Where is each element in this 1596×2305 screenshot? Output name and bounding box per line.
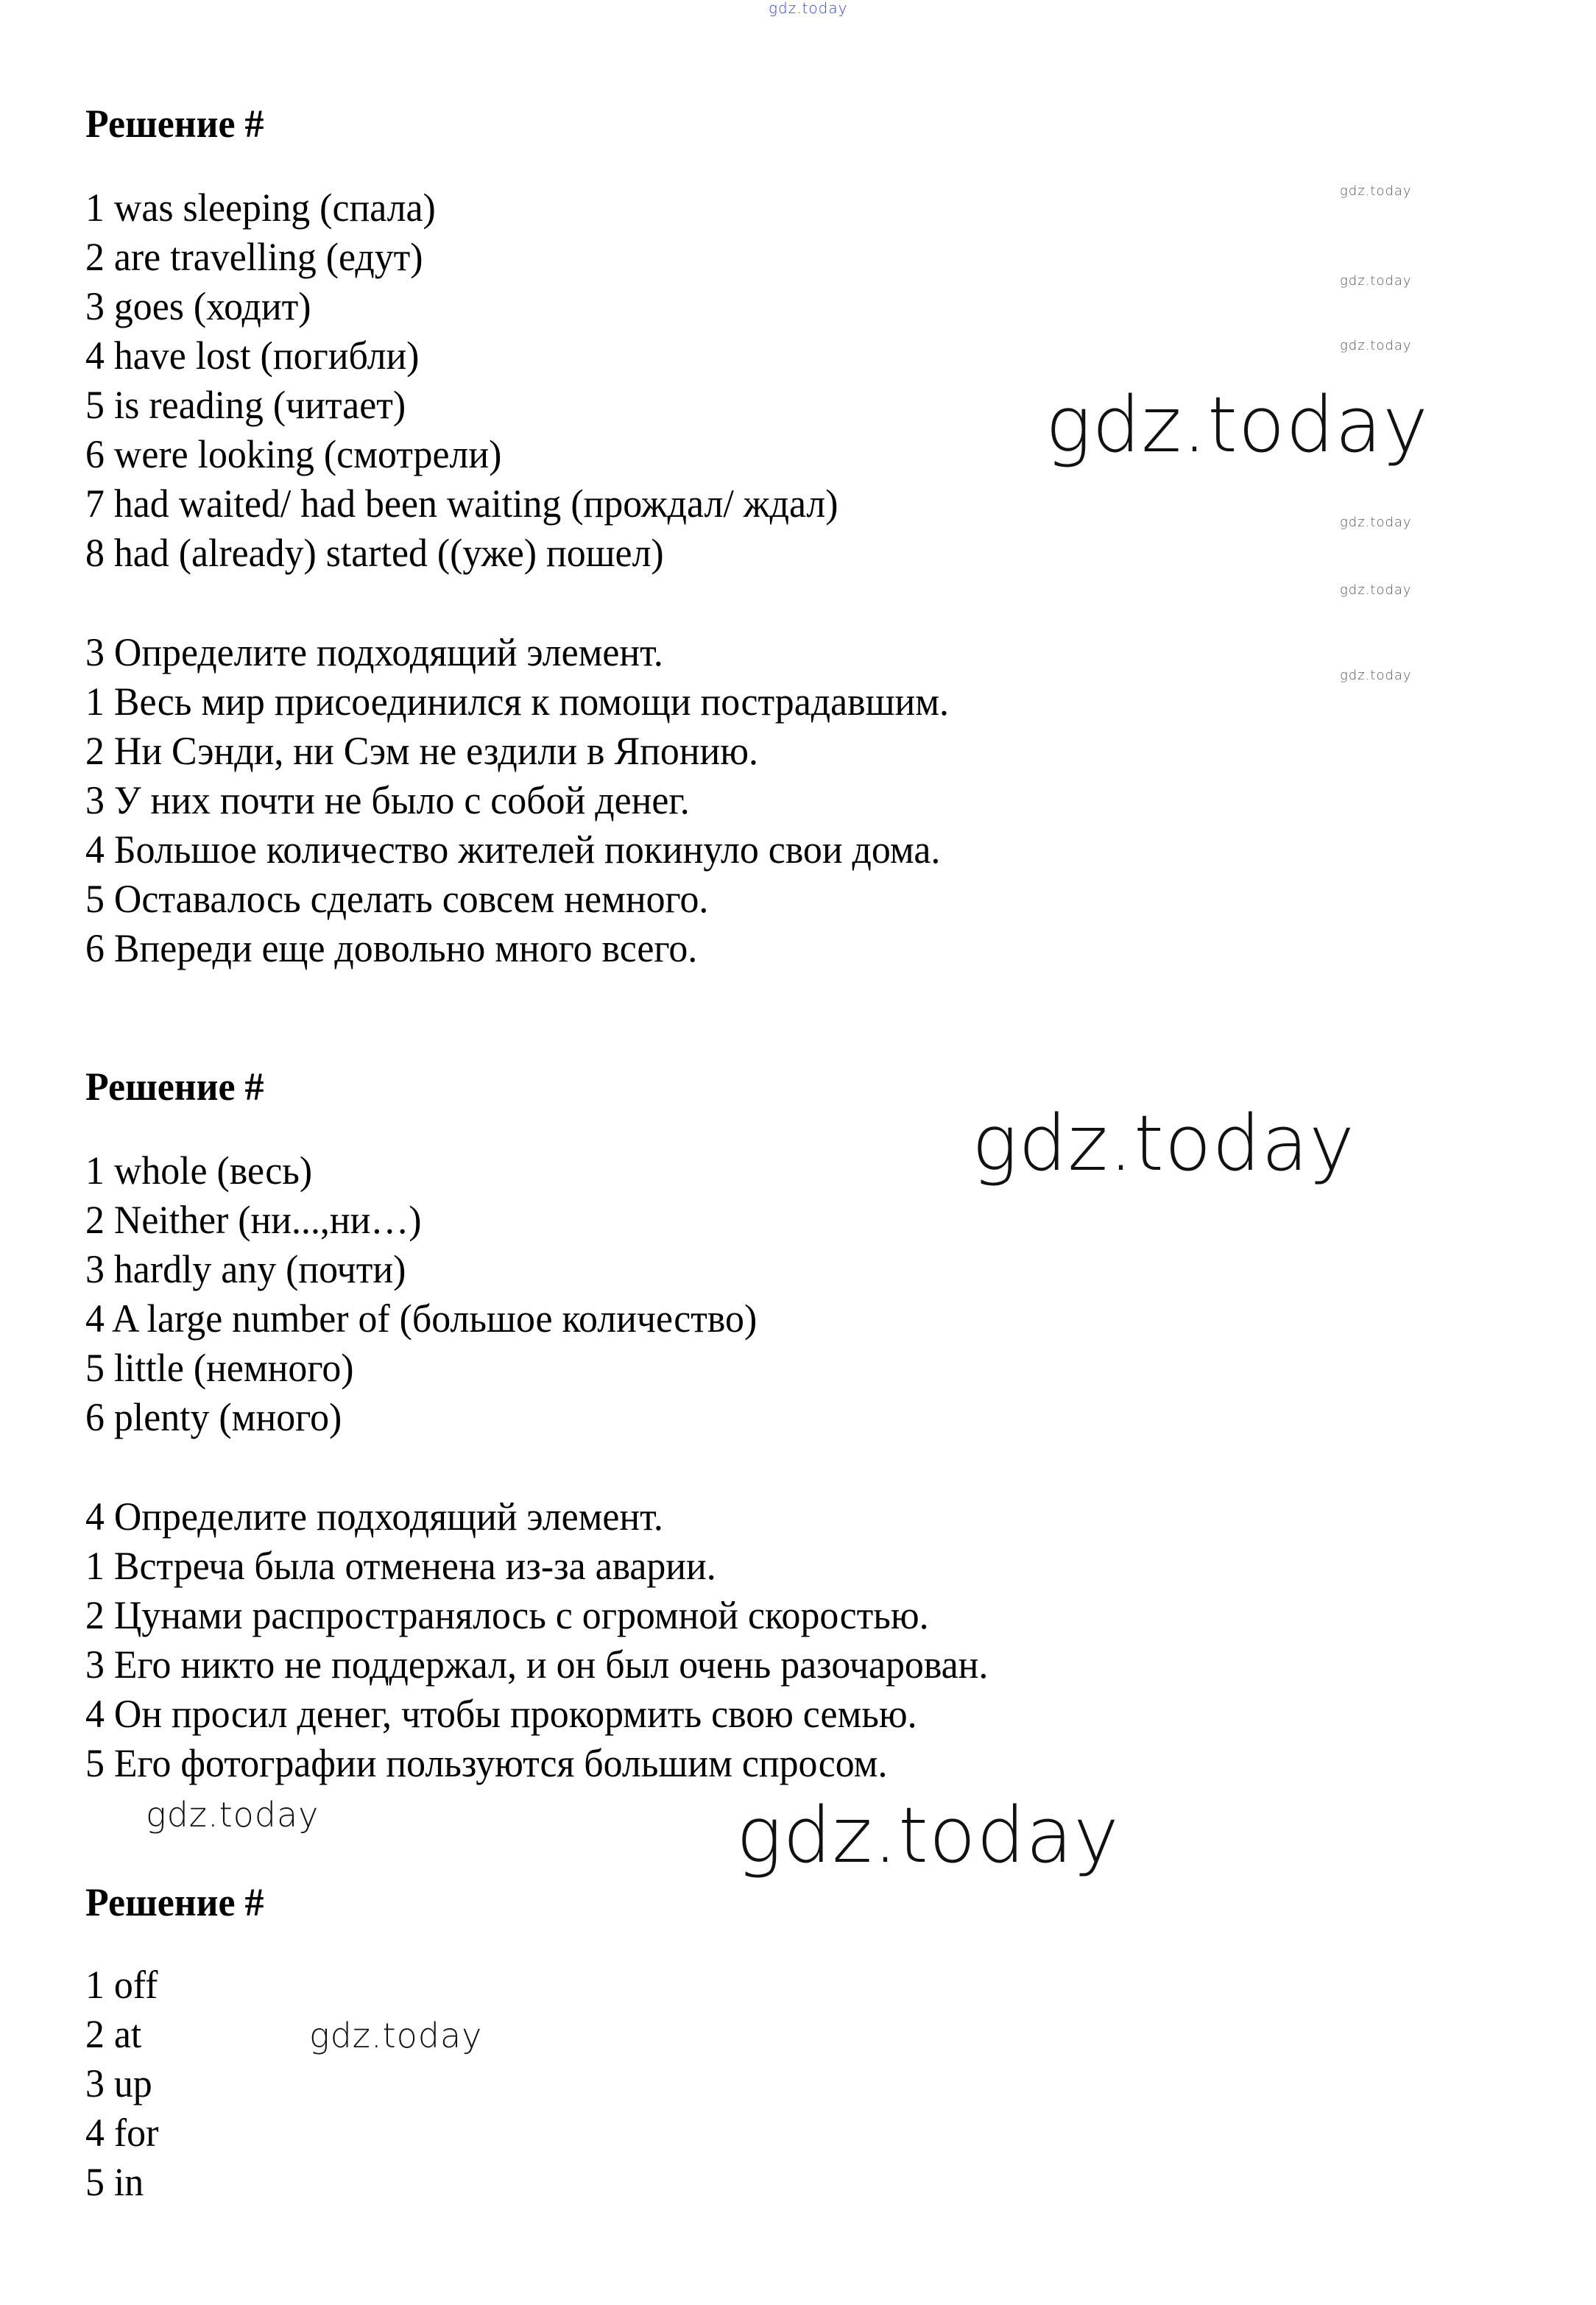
task-4-block bbox=[85, 1492, 1025, 1788]
text-line: 3 goes (ходит) bbox=[85, 284, 311, 328]
text-line: 5 Его фотографии пользуются большим спросом. bbox=[85, 1741, 888, 1785]
text-line: 3 hardly any (почти) bbox=[85, 1247, 406, 1291]
heading: Решение # bbox=[85, 102, 264, 146]
text-line: 3 up bbox=[85, 2061, 152, 2105]
heading: Решение # bbox=[85, 1880, 264, 1924]
text-line: 3 Его никто не поддержал, и он был очень разочарован. bbox=[85, 1642, 989, 1687]
text-line: 1 was sleeping (спала) bbox=[85, 186, 436, 230]
text-line: 7 had waited/ had been waiting (прождал/ ждал) bbox=[85, 481, 838, 526]
text-line: 2 Neither (ни...,ни…) bbox=[85, 1198, 422, 1242]
answers-list-2 bbox=[85, 1146, 785, 1442]
text-line: 2 Ни Сэнди, ни Сэм не ездили в Японию. bbox=[85, 729, 758, 773]
task-3-block bbox=[85, 628, 985, 973]
text-line: 4 for bbox=[85, 2111, 159, 2155]
watermark: gdz.today bbox=[146, 1795, 319, 1835]
answers-list-3 bbox=[85, 1960, 161, 2207]
text-line: 8 had (already) started ((уже) пошел) bbox=[85, 531, 664, 575]
watermark: gdz.today bbox=[1340, 582, 1412, 598]
text-line: 1 Весь мир присоединился к помощи пострадавшим. bbox=[85, 680, 950, 724]
solution-heading-3 bbox=[85, 1878, 272, 1927]
watermark: gdz.today bbox=[1340, 338, 1412, 353]
watermark: gdz.today bbox=[769, 0, 848, 17]
watermark: gdz.today bbox=[1045, 380, 1429, 470]
watermark: gdz.today bbox=[1340, 183, 1412, 199]
text-line: 5 little (немного) bbox=[85, 1346, 354, 1390]
text-line: 4 Он просил денег, чтобы прокормить свою семью. bbox=[85, 1692, 917, 1736]
text-line: 3 У них почти не было с собой денег. bbox=[85, 778, 690, 822]
text-line: 2 Цунами распространялось с огромной скоростью. bbox=[85, 1593, 929, 1637]
watermark: gdz.today bbox=[309, 2016, 483, 2055]
watermark: gdz.today bbox=[736, 1790, 1120, 1880]
text-line: 4 have lost (погибли) bbox=[85, 333, 420, 378]
text-line: 4 Большое количество жителей покинуло свои дома. bbox=[85, 827, 941, 872]
text-line: 5 Оставалось сделать совсем немного. bbox=[85, 877, 709, 921]
text-line: 6 were looking (смотрели) bbox=[85, 432, 502, 476]
text-line: 4 A large number of (большое количество) bbox=[85, 1296, 758, 1341]
watermark: gdz.today bbox=[972, 1098, 1355, 1188]
text-line: 2 at bbox=[85, 2012, 142, 2056]
text-line: 6 plenty (много) bbox=[85, 1395, 342, 1439]
solution-heading-1 bbox=[85, 99, 272, 149]
watermark: gdz.today bbox=[1340, 273, 1412, 289]
watermark: gdz.today bbox=[1340, 668, 1412, 683]
text-line: 6 Впереди еще довольно много всего. bbox=[85, 926, 698, 970]
text-line: 4 Определите подходящий элемент. bbox=[85, 1494, 663, 1539]
text-line: 1 Встреча была отменена из-за аварии. bbox=[85, 1544, 716, 1588]
text-line: 1 off bbox=[85, 1963, 158, 2007]
heading: Решение # bbox=[85, 1065, 264, 1109]
watermark: gdz.today bbox=[1340, 515, 1412, 530]
text-line: 3 Определите подходящий элемент. bbox=[85, 630, 663, 674]
text-line: 5 in bbox=[85, 2160, 144, 2204]
text-line: 1 whole (весь) bbox=[85, 1148, 313, 1193]
solution-heading-2 bbox=[85, 1062, 272, 1112]
text-line: 5 is reading (читает) bbox=[85, 383, 406, 427]
text-line: 2 are travelling (едут) bbox=[85, 235, 423, 279]
answers-list-1 bbox=[85, 183, 869, 578]
